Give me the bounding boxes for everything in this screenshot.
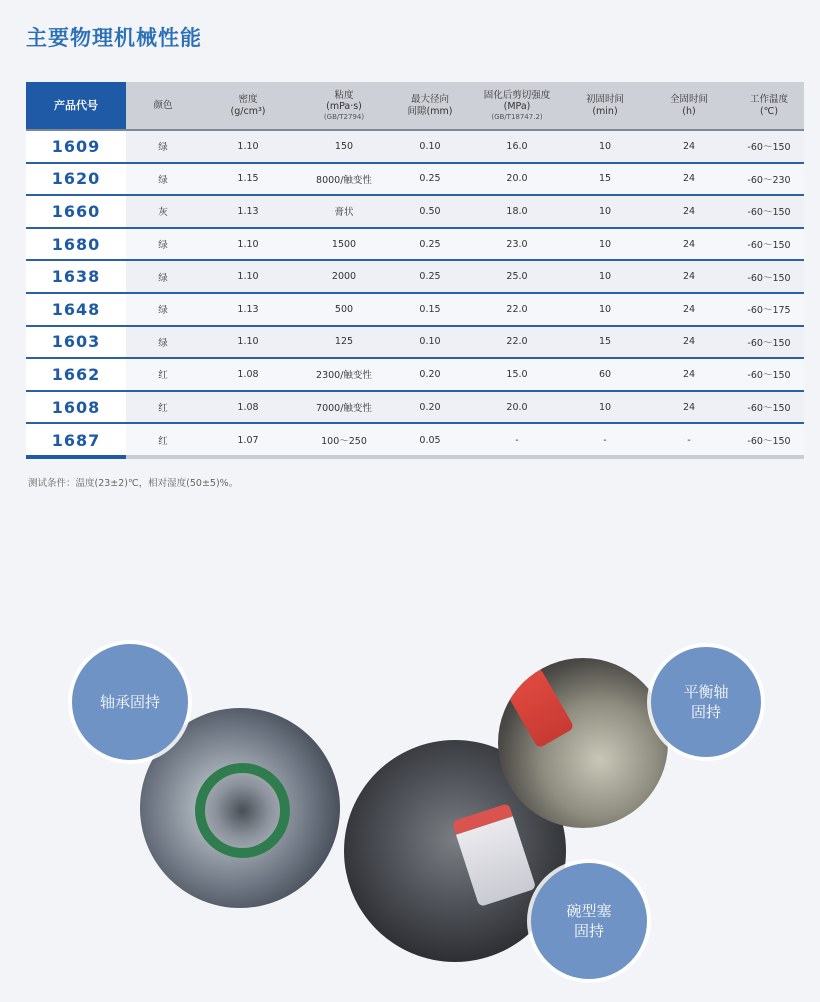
- cell-shear: 25.0: [468, 260, 566, 293]
- cell-viscosity: 100～250: [296, 423, 392, 456]
- cell-density: 1.13: [200, 293, 296, 326]
- cell-code: 1680: [26, 228, 126, 261]
- cell-full: 24: [644, 260, 734, 293]
- cell-temp: -60～150: [734, 260, 804, 293]
- cell-color: 绿: [126, 228, 200, 261]
- cell-shear: 22.0: [468, 326, 566, 359]
- cell-temp: -60～150: [734, 195, 804, 228]
- cell-temp: -60～175: [734, 293, 804, 326]
- cell-color: 灰: [126, 195, 200, 228]
- table-row: [26, 293, 804, 326]
- balance-shaft-badge: 平衡轴 固持: [651, 647, 761, 757]
- header-initial-cure: 初固时间 (min): [566, 82, 644, 130]
- cell-color: 红: [126, 391, 200, 424]
- cell-viscosity: 膏状: [296, 195, 392, 228]
- cell-initial: 10: [566, 228, 644, 261]
- header-full-cure: 全固时间 (h): [644, 82, 734, 130]
- header-shear: 固化后剪切强度 (MPa) (GB/T18747.2): [468, 82, 566, 130]
- cell-temp: -60～150: [734, 228, 804, 261]
- cell-code: 1603: [26, 326, 126, 359]
- cell-gap: 0.20: [392, 358, 468, 391]
- cell-temp: -60～150: [734, 423, 804, 456]
- test-conditions-note: 测试条件：温度(23±2)℃，相对湿度(50±5)%。: [28, 478, 239, 489]
- cell-code: 1638: [26, 260, 126, 293]
- cell-initial: 10: [566, 130, 644, 163]
- bearing-retention-badge: 轴承固持: [72, 644, 188, 760]
- cell-viscosity: 150: [296, 130, 392, 163]
- cell-initial: 15: [566, 163, 644, 196]
- cell-gap: 0.25: [392, 163, 468, 196]
- cell-gap: 0.05: [392, 423, 468, 456]
- table-row: [26, 326, 804, 359]
- cell-viscosity: 7000/触变性: [296, 391, 392, 424]
- cell-full: 24: [644, 163, 734, 196]
- cell-gap: 0.10: [392, 326, 468, 359]
- table-row: [26, 163, 804, 196]
- header-code: 产品代号: [26, 82, 126, 130]
- cell-density: 1.10: [200, 326, 296, 359]
- cell-density: 1.08: [200, 358, 296, 391]
- cell-gap: 0.25: [392, 228, 468, 261]
- cell-code: 1660: [26, 195, 126, 228]
- cell-shear: 23.0: [468, 228, 566, 261]
- cell-code: 1620: [26, 163, 126, 196]
- cell-gap: 0.25: [392, 260, 468, 293]
- cell-temp: -60～150: [734, 130, 804, 163]
- table-row: [26, 130, 804, 163]
- table-row: [26, 260, 804, 293]
- cell-initial: 15: [566, 326, 644, 359]
- cell-initial: -: [566, 423, 644, 456]
- cell-shear: -: [468, 423, 566, 456]
- cell-initial: 10: [566, 260, 644, 293]
- cell-color: 绿: [126, 163, 200, 196]
- header-temp: 工作温度 (℃): [734, 82, 804, 130]
- cell-gap: 0.10: [392, 130, 468, 163]
- header-viscosity: 粘度 (mPa·s) (GB/T2794): [296, 82, 392, 130]
- cell-code: 1662: [26, 358, 126, 391]
- cell-viscosity: 2300/触变性: [296, 358, 392, 391]
- cell-code: 1609: [26, 130, 126, 163]
- cell-temp: -60～150: [734, 326, 804, 359]
- table-row: [26, 228, 804, 261]
- cell-color: 绿: [126, 130, 200, 163]
- cell-viscosity: 1500: [296, 228, 392, 261]
- cell-shear: 18.0: [468, 195, 566, 228]
- cell-density: 1.15: [200, 163, 296, 196]
- cell-temp: -60～150: [734, 391, 804, 424]
- cell-full: 24: [644, 195, 734, 228]
- cell-shear: 20.0: [468, 163, 566, 196]
- cell-full: 24: [644, 326, 734, 359]
- cell-gap: 0.50: [392, 195, 468, 228]
- cell-code: 1648: [26, 293, 126, 326]
- cell-density: 1.13: [200, 195, 296, 228]
- cell-gap: 0.20: [392, 391, 468, 424]
- cell-full: 24: [644, 358, 734, 391]
- cell-density: 1.08: [200, 391, 296, 424]
- table-row: [26, 195, 804, 228]
- table-row: [26, 423, 804, 456]
- cell-color: 绿: [126, 260, 200, 293]
- table-row: [26, 391, 804, 424]
- header-gap: 最大径向 间隙(mm): [392, 82, 468, 130]
- cell-density: 1.10: [200, 260, 296, 293]
- balance-shaft-photo: [498, 658, 668, 828]
- cell-initial: 10: [566, 391, 644, 424]
- cell-shear: 15.0: [468, 358, 566, 391]
- spec-table: [26, 82, 804, 456]
- cell-viscosity: 125: [296, 326, 392, 359]
- cell-code: 1608: [26, 391, 126, 424]
- cell-initial: 60: [566, 358, 644, 391]
- table-header-row: [26, 82, 804, 130]
- header-color: 颜色: [126, 82, 200, 130]
- cell-viscosity: 500: [296, 293, 392, 326]
- cell-viscosity: 8000/触变性: [296, 163, 392, 196]
- cell-shear: 20.0: [468, 391, 566, 424]
- cell-initial: 10: [566, 293, 644, 326]
- cell-initial: 10: [566, 195, 644, 228]
- cell-gap: 0.15: [392, 293, 468, 326]
- header-density: 密度 (g/cm³): [200, 82, 296, 130]
- cell-shear: 16.0: [468, 130, 566, 163]
- cell-density: 1.07: [200, 423, 296, 456]
- cell-color: 红: [126, 358, 200, 391]
- table-row: [26, 358, 804, 391]
- cell-temp: -60～230: [734, 163, 804, 196]
- cell-temp: -60～150: [734, 358, 804, 391]
- cell-full: 24: [644, 391, 734, 424]
- cell-color: 绿: [126, 293, 200, 326]
- cell-full: 24: [644, 293, 734, 326]
- cell-full: 24: [644, 228, 734, 261]
- table-bottom-bar: [26, 455, 804, 459]
- cell-full: 24: [644, 130, 734, 163]
- cup-plug-badge: 碗型塞 固持: [531, 863, 647, 979]
- cell-viscosity: 2000: [296, 260, 392, 293]
- cell-shear: 22.0: [468, 293, 566, 326]
- cell-color: 红: [126, 423, 200, 456]
- cell-color: 绿: [126, 326, 200, 359]
- table-body: [26, 130, 804, 456]
- cell-full: -: [644, 423, 734, 456]
- cell-code: 1687: [26, 423, 126, 456]
- cell-density: 1.10: [200, 228, 296, 261]
- page-title: 主要物理机械性能: [26, 26, 202, 50]
- cell-density: 1.10: [200, 130, 296, 163]
